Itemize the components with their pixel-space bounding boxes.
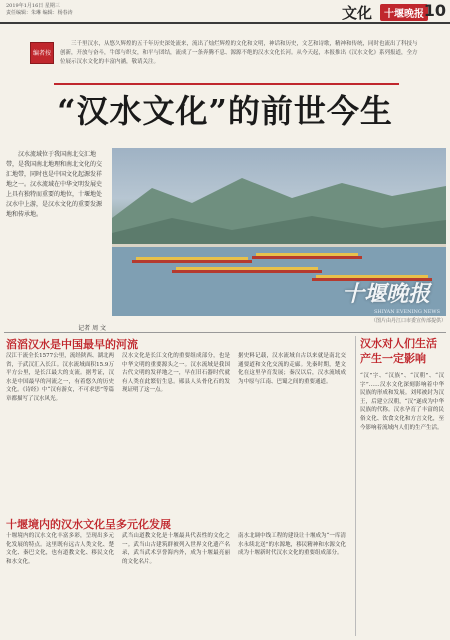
hero-photo-dragon-boats <box>112 148 446 316</box>
editor-note-badge: 编者按 <box>30 42 54 64</box>
section2-column-3: 南水北调中线工程的建设让十堰成为“一库清水永续北送”的水源地，移民精神和水源文化成为十堰新时代汉水文化的重要组成部分。 <box>238 533 346 557</box>
photo-watermark: 十堰晚报 <box>341 281 430 307</box>
section1-column-1: 汉江干流全长1577公里，流经陕西、湖北两省，于武汉汇入长江。汉水流域面积15.9万平方公里，是长江最大的支流。据考证，汉水是中国最早的河流之一，有着悠久的历史文化。《诗经》中“汉有游女，不可求思”等篇章都描写了汉水风光。 <box>6 353 114 402</box>
photo-credit: （图片由丹江口市委宣传部提供） <box>370 318 446 324</box>
riverbank <box>112 244 446 247</box>
section1-column-3: 据史料记载，汉水流域自古以来就是南北交通要道和文化交流的走廊。先秦时期，楚文化在这里孕育发展；秦汉以后，汉水流域成为中原与江南、巴蜀之间的重要通道。 <box>238 353 346 385</box>
section1-column-2: 汉水文化是长江文化的重要组成部分，也是中华文明的重要源头之一。汉水流域是我国古代文明的发祥地之一，早在旧石器时代就有人类在此繁衍生息。郧县人头骨化石的发现证明了这一点。 <box>122 353 230 394</box>
column-rule <box>355 336 356 636</box>
right-section-heading: 汉水对人们生活产生一定影响 <box>360 337 437 365</box>
right-section-text: “汉”字、“汉族”、“汉朝”、“汉字”……汉水文化深刻影响着中华民族的形成和发展。刘邦被封为汉王，后建立汉朝，“汉”遂成为中华民族的代称。汉水孕育了丰富的民俗文化、饮食文化和方言文化，至今影响着流域内人们的生产生活。 <box>360 373 444 431</box>
section-divider <box>4 332 446 333</box>
lead-paragraph: 汉水流域位于我国南北交汇地带，是我国南北地理和南北文化的交汇地带，同时也是中国文化起源发祥地之一。汉水流域在中华文明发展史上具有独特而重要的地位，十堰地处汉水中上游，是汉水文化的重要发源地和传承地。 <box>6 151 103 218</box>
section2-heading: 十堰境内的汉水文化呈多元化发展 <box>6 518 171 531</box>
page-number: 10 <box>423 1 446 20</box>
section-name: 文化 <box>341 4 372 22</box>
title-rule <box>54 83 399 85</box>
issue-date: 2019年1月16日 星期三 <box>6 3 60 9</box>
byline: 记者 周 文 <box>78 325 106 332</box>
page-header <box>0 0 450 24</box>
section2-column-2: 武当山道教文化是十堰最具代表性的文化之一。武当山古建筑群被列入世界文化遗产名录，武当武术享誉海内外，成为十堰最亮丽的文化名片。 <box>122 533 230 565</box>
main-headline: “汉水文化”的前世今生 <box>57 92 393 130</box>
section2-column-1: 十堰境内的汉水文化丰富多彩，呈现出多元化发展的特点。这里既有远古人类文化、楚文化、秦巴文化，也有道教文化、移民文化和水文化。 <box>6 533 114 565</box>
newspaper-logo: 十堰晚报 <box>380 4 428 21</box>
photo-watermark-en: SHIYAN EVENING NEWS <box>373 309 440 315</box>
issue-date-info <box>6 3 73 17</box>
editor-note-text: 三千里汉水，从悠久辉煌的五千年历史深处流来，流出了灿烂辉煌的文化和文明，神话和历史，文艺和诗歌，精神和传统，同时也流出了科技与创新，开放与奋斗，牛郎与织女，和平与团结，流成了一条奔腾不息、源源不绝的汉水文化长河。从今天起，本报推出《汉水文化》系列报道，全方位展示汉水文化的丰富内涵，敬请关注。 <box>60 41 418 65</box>
section1-heading: 滔滔汉水是中国最早的河流 <box>6 338 138 351</box>
editor-credits: 责任编辑：朱琳 编辑：杨春涛 <box>6 10 73 16</box>
